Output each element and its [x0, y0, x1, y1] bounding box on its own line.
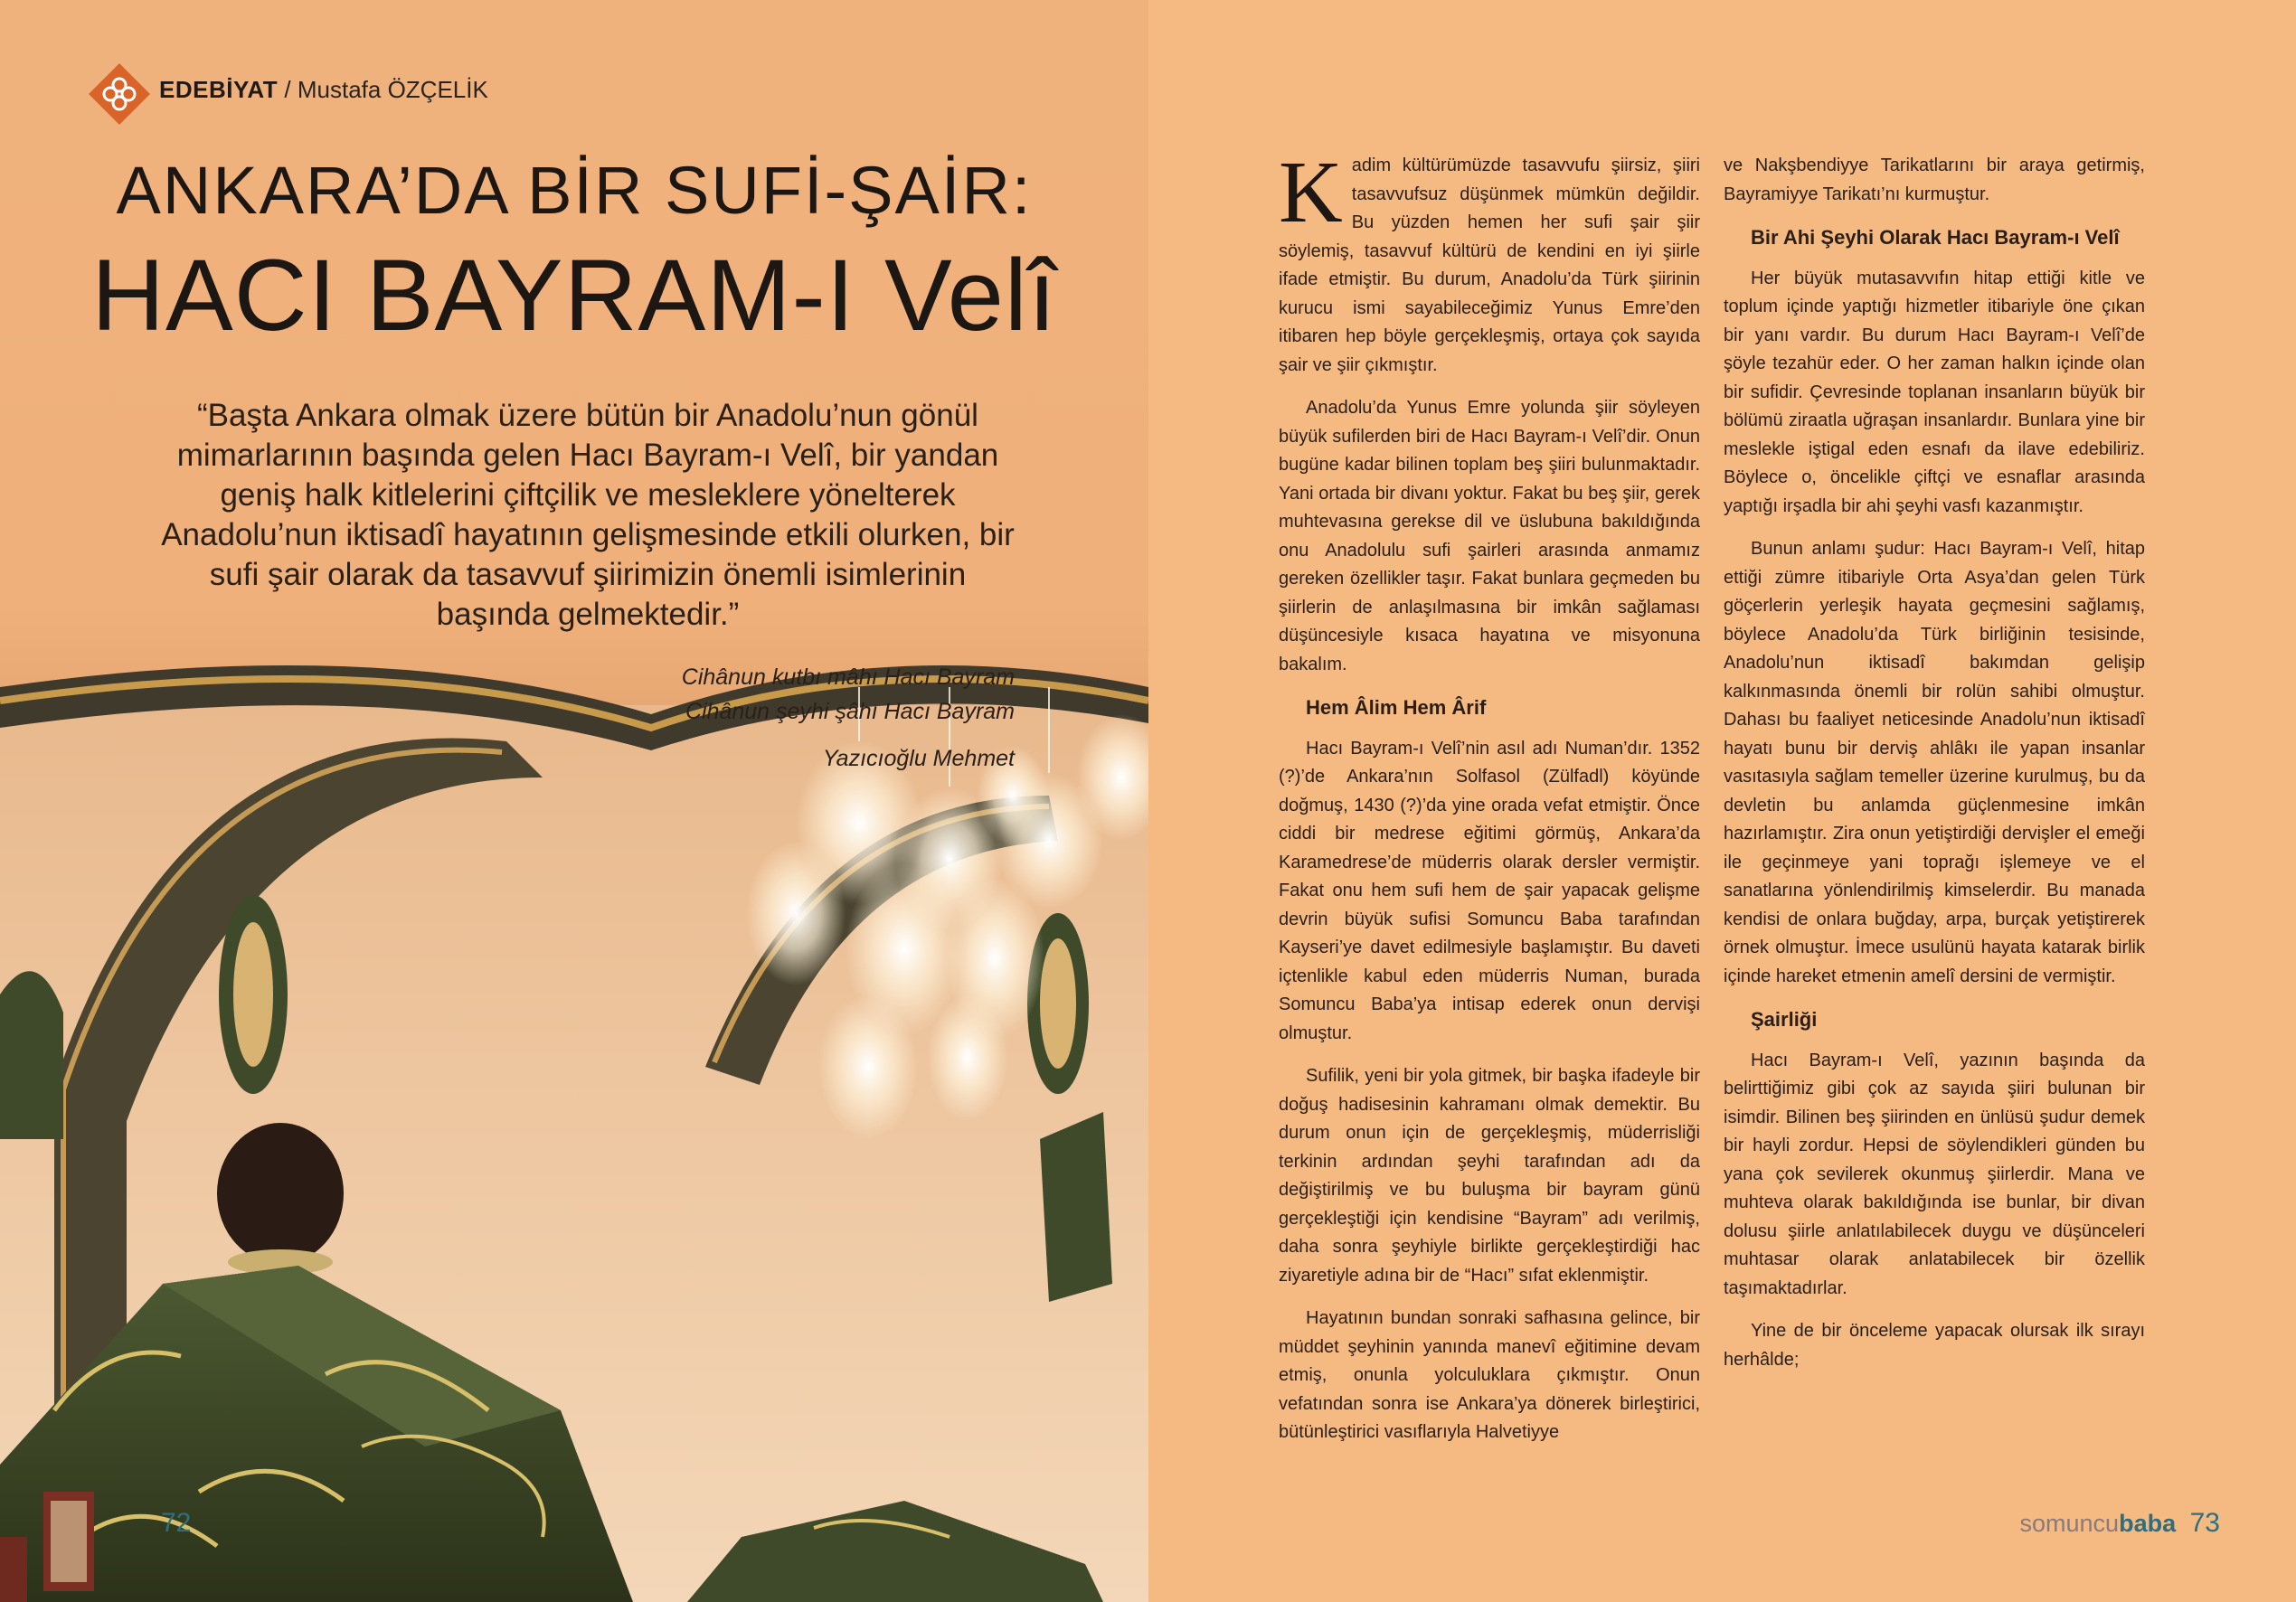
- ornament-diamond-icon: [87, 61, 152, 127]
- drop-cap: K: [1279, 144, 1343, 241]
- paragraph: Hacı Bayram-ı Velî’nin asıl adı Numan’dır. 1352 (?)’de Ankara’nın Solfasol (Zülfadl) köyünde doğmuş, 1430 (?)’da yine orada vefat etmiştir. Önce ciddi bir medrese eğitimi görmüş, Ankara’da Karamedrese’de müderris olarak dersler vermiştir. Fakat onu hem sufi hem de şair yapacak gelişme devrin büyük sufisi Somuncu Baba tarafından Kayseri’ye davet edilmesiyle başlamıştır. Bu daveti içtenlikle kabul eden müderris Numan, burada Somuncu Baba’ya intisap ederek onun dervişi olmuştur.: [1279, 738, 1700, 1043]
- article-title-line1: ANKARA’DA BİR SUFİ-ŞAİR:: [116, 153, 1033, 228]
- verse-block: [682, 660, 1015, 776]
- brand-part2: baba: [2119, 1510, 2177, 1537]
- subheading: Şairliği: [1751, 1008, 1818, 1031]
- paragraph: Hacı Bayram-ı Velî, yazının başında da belirttiğimiz gibi çok az sayıda şiiri bulunan bir isimdir. Bilinen beş şiirinden en ünlüsü şudur demek bir hayli zordur. Hepsi de söylendikleri günden bu yana çok sevilerek okunmuş şiirlerdir. Mana ve muhteva olarak bakıldığında ise bunlar, bir divan dolusu şiirle anlatılabilecek duygu ve düşünceleri muhtasar olarak anlatabilecek bir özellik taşımaktadırlar.: [1724, 1050, 2145, 1298]
- page-number-right: 73: [2189, 1508, 2220, 1538]
- page-number-left: 72: [161, 1508, 192, 1538]
- paragraph: Her büyük mutasavvıfın hitap ettiği kitle ve toplum içinde yaptığı hizmetler itibariyle öne çıkan bir yanı vardır. Bu durum Hacı Bayram-ı Velî’de şöyle tezahür eder. O her zaman halkın içinde olan bir sufidir. Çevresinde toplanan insanların büyük bir bölümü ziraatla uğraşan insanlardır. Bunlara yine bir meslekle iştigal eden esnafı da ilave edebiliriz. Böylece o, öncelikle çiftçi ve esnaflar arasında yaptığı irşadla bir ahi şeyhi vasfı kazanmıştır.: [1724, 268, 2145, 516]
- lead-quote: “Başta Ankara olmak üzere bütün bir Anadolu’nun gönül mimarlarının başında gelen Hacı Bayram-ı Velî, bir yandan geniş halk kitlelerini çiftçilik ve mesleklere yönelterek Anadolu’nun iktisadî hayatının gelişmesinde etkili olurken, bir sufi şair olarak da tasavvuf şiirimizin önemli isimlerinin başında gelmektedir.”: [161, 398, 1015, 632]
- separator: /: [284, 76, 291, 103]
- paragraph: Sufilik, yeni bir yola gitmek, bir başka ifadeyle bir doğuş hadisesinin kahramanı olmak demektir. Bu durum onun için de gerçekleşmiş, müderrisliği terkinin ardından şeyhi tarafından adı da değiştirilmiş ve bu buluşma bir bayram günü gerçekleştiği için kendisine “Bayram” adı verilmiş, daha sonra şeyhiyle birlikte gerçekleştirdiği hac ziyaretiyle adına bir de “Hacı” sıfat eklenmiştir.: [1279, 1066, 1700, 1286]
- author-name: Mustafa ÖZÇELİK: [297, 76, 488, 103]
- subheading: Bir Ahi Şeyhi Olarak Hacı Bayram-ı Velî: [1751, 226, 2120, 249]
- paragraph: Hayatının bundan sonraki safhasına gelince, bir müddet şeyhinin yanında manevî eğitimine devam etmiş, onunla yolculuklara çıkmıştır. Onun vefatından sonra ise Ankara’ya dönerek birleştirici, bütünleştirici vasıflarıyla Halvetiyye: [1279, 1308, 1700, 1442]
- paragraph: Kadim kültürümüzde tasavvufu şiirsiz, şiiri tasavvufsuz düşünmek mümkün değildir. Bu yüzden hemen her sufi şair şiir söylemiş, tasavvuf kültürü de kendini en iyi şiirle ifade etmiştir. Bu durum, Anadolu’da Türk şiirinin kurucu ismi sayabileceğimiz Yunus Emre’den itibaren hep böyle gerçekleşmiş, ortaya çok sayıda şair ve şiir çıkmıştır.: [1279, 144, 1700, 375]
- magazine-footer: [2020, 1508, 2220, 1539]
- verse-attribution: Yazıcıoğlu Mehmet: [822, 746, 1015, 771]
- brand-part1: somuncu: [2019, 1510, 2120, 1537]
- paragraph: ve Nakşbendiyye Tarikatlarını bir araya getirmiş, Bayramiyye Tarikatı’nı kurmuştur.: [1724, 155, 2145, 204]
- paragraph: Bunun anlamı şudur: Hacı Bayram-ı Velî, hitap ettiği zümre itibariyle Orta Asya’dan gelen Türk göçerlerin yerleşik hayata geçmesini sağlamış, böylece Anadolu’da Türk birliğinin tesisinde, Anadolu’nun iktisadî bakımdan gelişip kalkınmasında önemli bir rolün sahibi olmuştur. Dahası bu faaliyet neticesinde Anadolu’nun iktisadî hayatı bunu bir derviş ahlâkı ile yapan insanlar vasıtasıyla sağlam temeller üzerine kurulmuş, bu da devletin bu anlamda güçlenmesine imkân hazırlamıştır. Zira onun yetiştirdiği dervişler el emeği ile geçinmeye yani toprağı işlemeye ve el sanatlarına yönlendirilmiş kimselerdir. Bu manada kendisi de onlara buğday, arpa, burçak yetiştirerek örnek olmuştur. İmece usulünü hayata katarak birlik içinde hareket etmenin amelî dersini de vermiştir.: [1724, 539, 2145, 986]
- paragraph: Yine de bir önceleme yapacak olursak ilk sırayı herhâlde;: [1724, 1321, 2145, 1370]
- article-title-line2: HACI BAYRAM-I Velî: [91, 239, 1057, 352]
- text-column-1: [1279, 144, 1700, 1462]
- text-column-2: [1724, 152, 2145, 1389]
- right-page: [1148, 0, 2296, 1602]
- section-name: EDEBİYAT: [159, 76, 279, 103]
- verse-line: Cihânun kutbı mâhı Hacı Bayram: [681, 664, 1015, 690]
- subheading: Hem Âlim Hem Ârif: [1306, 696, 1487, 719]
- paragraph: Anadolu’da Yunus Emre yolunda şiir söyleyen büyük sufilerden biri de Hacı Bayram-ı Velî’dir. Onun bugüne kadar bilinen toplam beş şiiri bulunmaktadır. Yani ortada bir divanı yoktur. Fakat bu beş şiir, gerek muhtevasına gerekse dil ve üslubuna bakıldığında onu Anadolulu sufi şairleri arasında anmamız gereken özellikler taşır. Fakat bunlara geçmeden bu şiirlerin de anlaşılmasına bir imkân sağlaması düşüncesiyle kısaca hayatına ve misyonuna bakalım.: [1279, 398, 1700, 674]
- verse-line: Cihânun şeyhi şâhı Hacı Bayram: [685, 699, 1015, 724]
- section-header: [159, 76, 488, 104]
